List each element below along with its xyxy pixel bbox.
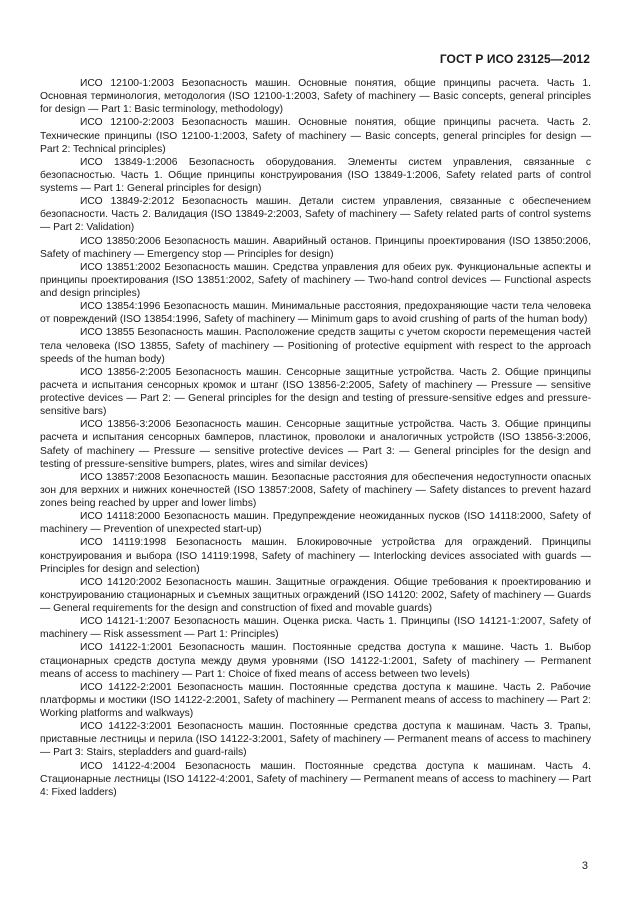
- reference-entry: ИСО 13857:2008 Безопасность машин. Безопасные расстояния для обеспечения недоступности опасных зон для верхних и нижних конечностей (ISO 13857:2008, Safety of machinery — Safety distances to prevent hazard zones being reached by upper and lower limbs): [40, 471, 591, 509]
- reference-entry: ИСО 14122-4:2004 Безопасность машин. Постоянные средства доступа к машинам. Часть 4. Стационарные лестницы (ISO 14122-4:2001, Safety of machinery — Permanent means of access to machinery — Part 4: Fixed ladders): [40, 760, 591, 798]
- reference-entry: ИСО 14121-1:2007 Безопасность машин. Оценка риска. Часть 1. Принципы (ISO 14121-1:2007, Safety of machinery — Risk assessment — Part 1: Principles): [40, 616, 591, 641]
- standard-designation: ГОСТ Р ИСО 23125—2012: [439, 52, 590, 66]
- reference-entry: ИСО 13849-1:2006 Безопасность оборудования. Элементы систем управления, связанные с безопасностью. Часть 1. Общие принципы конструирования (ISO 13849-1:2006, Safety related parts of control systems — Part 1: General principles for design): [40, 156, 591, 194]
- reference-entry: ИСО 14122-3:2001 Безопасность машин. Постоянные средства доступа к машинам. Часть 3. Трапы, приставные лестницы и перила (ISO 14122-3:2001, Safety of machinery — Permanent means of access to machinery — Part 3: Stairs, stepladders and guard-rails): [40, 721, 591, 759]
- reference-entry: ИСО 14122-2:2001 Безопасность машин. Постоянные средства доступа к машине. Часть 2. Рабочие платформы и мостики (ISO 14122-2:2001, Safety of machinery — Permanent means of access to machinery — Part 2: Working platforms and walkways): [40, 681, 591, 719]
- page-number: 3: [581, 860, 588, 872]
- reference-entry: ИСО 12100-2:2003 Безопасность машин. Основные понятия, общие принципы расчета. Часть 2. Технические принципы (ISO 12100-1:2003, Safety of machinery — Basic concepts, general principles for design — Part 2: Technical principles): [40, 117, 591, 155]
- reference-entry: ИСО 14122-1:2001 Безопасность машин. Постоянные средства доступа к машине. Часть 1. Выбор стационарных средств доступа между двумя уровнями (ISO 14122-1:2001, Safety of machinery — Permanent means of access to machinery — Part 1: Choice of fixed means of access between two levels): [40, 642, 591, 680]
- reference-entry: ИСО 13854:1996 Безопасность машин. Минимальные расстояния, предохраняющие части тела человека от повреждений (ISO 13854:1996, Safety of machinery — Minimum gaps to avoid crushing of parts of the human body): [40, 301, 591, 326]
- reference-entry: ИСО 14118:2000 Безопасность машин. Предупреждение неожиданных пусков (ISO 14118:2000, Safety of machinery — Prevention of unexpected start-up): [40, 511, 591, 536]
- reference-entry: ИСО 13856-3:2006 Безопасность машин. Сенсорные защитные устройства. Часть 3. Общие принципы расчета и испытания сенсорных бамперов, пластинок, проволоки и аналогичных устройств (ISO 13856-3:2006, Safety of machinery — Pressure — sensitive protective devices — Part 3: — General principles for the design and testing of pressure-sensitive bumpers, plates, wires and similar devices): [40, 419, 591, 470]
- reference-entry: ИСО 13856-2:2005 Безопасность машин. Сенсорные защитные устройства. Часть 2. Общие принципы расчета и испытания сенсорных кромок и штанг (ISO 13856-2:2005, Safety of machinery — Pressure — sensitive protective devices — Part 2: — General principles for the design and testing of pressure-sensitive edges and pressure-sensitive bars): [40, 366, 591, 418]
- reference-entry: ИСО 13850:2006 Безопасность машин. Аварийный останов. Принципы проектирования (ISO 13850:2006, Safety of machinery — Emergency stop — Principles for design): [40, 235, 591, 260]
- reference-entry: ИСО 13855 Безопасность машин. Расположение средств защиты с учетом скорости перемещения частей тела человека (ISO 13855, Safety of machinery — Positioning of protective equipment with respect to the approach speeds of the human body): [40, 327, 591, 365]
- reference-entry: ИСО 12100-1:2003 Безопасность машин. Основные понятия, общие принципы расчета. Часть 1. Основная терминология, методология (ISO 12100-1:2003, Safety of machinery — Basic concepts, general principles for design — Part 1: Basic terminology, methodology): [40, 78, 591, 116]
- reference-entry: ИСО 14119:1998 Безопасность машин. Блокировочные устройства для ограждений. Принципы конструирования и выбора (ISO 14119:1998, Safety of machinery — Interlocking devices associated with guards — Principles for design and selection): [40, 537, 591, 575]
- reference-entry: ИСО 14120:2002 Безопасность машин. Защитные ограждения. Общие требования к проектированию и конструированию стационарных и съемных защитных ограждений (ISO 14120: 2002, Safety of machinery — Guards — General requirements for the design and construction of fixed and movable guards): [40, 576, 591, 614]
- normative-references-list: [40, 77, 591, 799]
- reference-entry: ИСО 13849-2:2012 Безопасность машин. Детали систем управления, связанные с обеспечением безопасности. Часть 2. Валидация (ISO 13849-2:2003, Safety of machinery — Safety related parts of control systems — Part 2: Validation): [40, 196, 591, 234]
- reference-entry: ИСО 13851:2002 Безопасность машин. Средства управления для обеих рук. Функциональные аспекты и принципы проектирования (ISO 13851:2002, Safety of machinery — Two-hand control devices — Functional aspects and design principles): [40, 261, 591, 299]
